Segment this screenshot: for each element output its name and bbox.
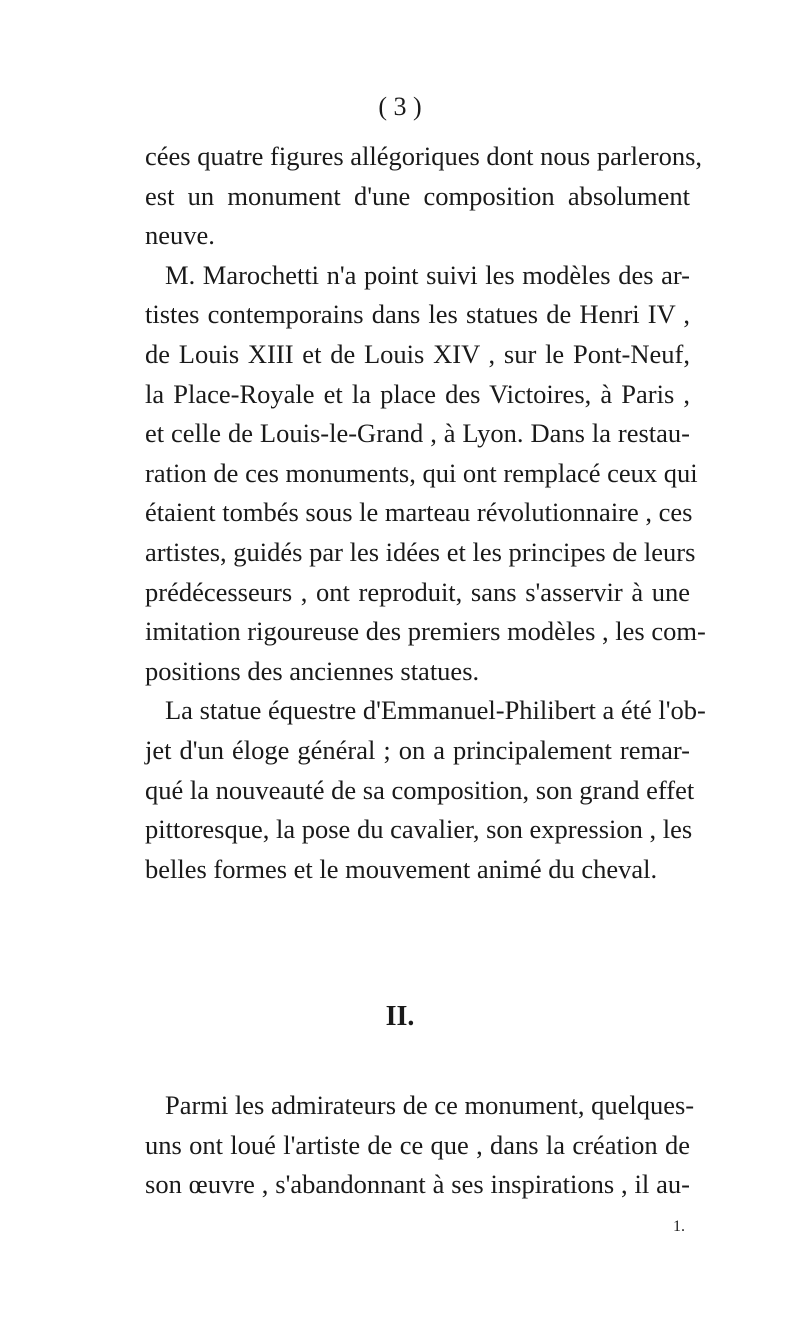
- text-line: ration de ces monuments, qui ont remplacé ceux qui: [145, 457, 698, 488]
- text-line: son œuvre , s'abandonnant à ses inspirations , il au-: [145, 1169, 690, 1200]
- text-line: positions des anciennes statues.: [145, 655, 480, 686]
- text-line: étaient tombés sous le marteau révolutionnaire , ces: [145, 497, 693, 528]
- text-line: artistes, guidés par les idées et les principes de leurs: [145, 536, 696, 567]
- text-line: cées quatre figures allégoriques dont nous parlerons,: [145, 141, 703, 171]
- text-line: jet d'un éloge général ; on a principalement remar-: [145, 734, 690, 765]
- text-line: uns ont loué l'artiste de ce que , dans la création de: [145, 1129, 690, 1160]
- text-line: neuve.: [145, 220, 215, 251]
- signature-mark: 1.: [673, 1218, 685, 1235]
- text-line: et celle de Louis-le-Grand , à Lyon. Dans la restau-: [145, 418, 690, 449]
- text-line: qué la nouveauté de sa composition, son grand effet: [145, 774, 695, 805]
- text-line: M. Marochetti n'a point suivi les modèles des ar-: [165, 259, 690, 290]
- page-number: ( 3 ): [378, 92, 422, 121]
- text-line: La statue équestre d'Emmanuel-Philibert a été l'ob-: [165, 695, 706, 726]
- text-line: prédécesseurs , ont reproduit, sans s'asservir à une: [145, 576, 690, 607]
- text-block-main: [145, 137, 706, 889]
- text-block-section-2: [145, 1086, 695, 1205]
- text-line: imitation rigoureuse des premiers modèles , les com-: [145, 616, 706, 647]
- text-line: pittoresque, la pose du cavalier, son expression , les: [145, 814, 693, 845]
- text-line: la Place-Royale et la place des Victoires, à Paris ,: [145, 378, 690, 409]
- text-line: belles formes et le mouvement animé du cheval.: [145, 853, 658, 884]
- text-line: Parmi les admirateurs de ce monument, quelques-: [165, 1090, 695, 1120]
- text-line: de Louis XIII et de Louis XIV , sur le Pont-Neuf,: [145, 338, 690, 369]
- text-line: tistes contemporains dans les statues de Henri IV ,: [145, 299, 690, 330]
- text-line: est un monument d'une composition absolument: [145, 180, 690, 211]
- section-heading: II.: [385, 1001, 415, 1032]
